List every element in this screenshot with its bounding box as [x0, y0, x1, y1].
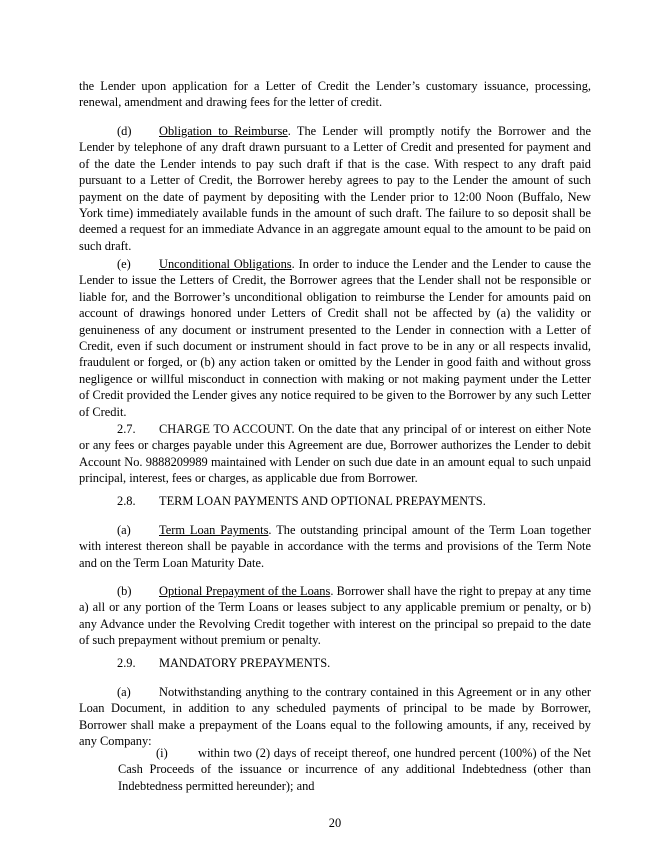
section-title: MANDATORY PREPAYMENTS. [159, 656, 331, 670]
paragraph-body: . Borrower shall have the right to prepay at any time a) all or any portion of the Term Loans or leases subject to any applicable premium or penalty, or b) any Advance under the Revolving Credit together with interest on the principal so prepaid to the date of such prepayment without premium or penalty. [79, 584, 591, 648]
section-number: 2.9. [117, 656, 136, 670]
paragraph-label: (d) [117, 124, 132, 138]
paragraph-mandatory-prepayments-a [79, 684, 591, 750]
paragraph-optional-prepayment [79, 583, 591, 649]
subparagraph-label: (i) [156, 746, 168, 760]
paragraph-heading: Unconditional Obligations [159, 257, 292, 271]
section-title: TERM LOAN PAYMENTS AND OPTIONAL PREPAYMENTS. [159, 494, 486, 508]
paragraph-term-loan-payments [79, 522, 591, 571]
section-2-9-heading [79, 655, 591, 671]
paragraph-label: (a) [117, 685, 131, 699]
section-body: CHARGE TO ACCOUNT. On the date that any principal of or interest on either Note or any fees or charges payable under this Agreement are due, Borrower authorizes the Lender to debit Account No. 9888209989 maintained with Lender on such due date in an amount equal to such unpaid principal, interest, fees or charges, as applicable due from Borrower. [79, 422, 591, 486]
paragraph-heading: Optional Prepayment of the Loans [159, 584, 331, 598]
paragraph-obligation-to-reimburse [79, 123, 591, 254]
paragraph-heading: Obligation to Reimburse [159, 124, 288, 138]
paragraph-unconditional-obligations [79, 256, 591, 420]
paragraph-body: . The Lender will promptly notify the Borrower and the Lender by telephone of any draft drawn pursuant to a Letter of Credit and presented for payment and of the date the Lender intends to pay such draft if that is the case. With respect to any draft paid pursuant to a Letter of Credit, the Borrower hereby agrees to pay to the Lender the amount of such payment on the date of payment by depositing with the Lender prior to 12:00 Noon (Buffalo, New York time) immediately available funds in the amount of such draft. The failure to so deposit shall be deemed a request for an immediate Advance in an aggregate amount equal to the amount to be paid on such draft. [79, 124, 591, 253]
paragraph-label: (a) [117, 523, 131, 537]
subparagraph-body: within two (2) days of receipt thereof, one hundred percent (100%) of the Net Cash Proceeds of the issuance or incurrence of any additional Indebtedness (other than Indebtedness permitted hereunder); and [118, 746, 591, 793]
section-2-7-charge-to-account [79, 421, 591, 487]
paragraph-label: (e) [117, 257, 131, 271]
paragraph-heading: Term Loan Payments [159, 523, 269, 537]
subparagraph-i [118, 745, 591, 794]
paragraph-body: . In order to induce the Lender and the Lender to cause the Lender to issue the Letters of Credit, the Borrower agrees that the Lender shall not be responsible or liable for, and the Borrower’s unconditional obligation to reimburse the Lender for amounts paid on account of drawings honored under Letters of Credit shall not be affected by (a) the validity or genuineness of any document or instrument presented to the Lender in connection with a Letter of Credit, even if such document or instrument should in fact prove to be in any or all respects invalid, fraudulent or forged, or (b) any action taken or omitted by the Lender in good faith and without gross negligence or willful misconduct in connection with making or not making payment under the Letter of Credit provided the Lender gives any notice required to be given to the Borrower by any such Letter of Credit. [79, 257, 591, 419]
section-number: 2.7. [117, 422, 136, 436]
paragraph-body: . The outstanding principal amount of the Term Loan together with interest thereon shall be payable in accordance with the terms and provisions of the Term Note and on the Term Loan Maturity Date. [79, 523, 591, 570]
section-number: 2.8. [117, 494, 136, 508]
section-2-8-heading [79, 493, 591, 509]
paragraph-body: Notwithstanding anything to the contrary contained in this Agreement or in any other Loan Document, in addition to any scheduled payments of principal to be made by Borrower, Borrower shall make a prepayment of the Loans equal to the following amounts, if any, received by any Company: [79, 685, 591, 749]
paragraph-continuation: the Lender upon application for a Letter of Credit the Lender’s customary issuance, processing, renewal, amendment and drawing fees for the letter of credit. [79, 79, 591, 110]
paragraph-label: (b) [117, 584, 132, 598]
page-number: 20 [328, 816, 342, 830]
